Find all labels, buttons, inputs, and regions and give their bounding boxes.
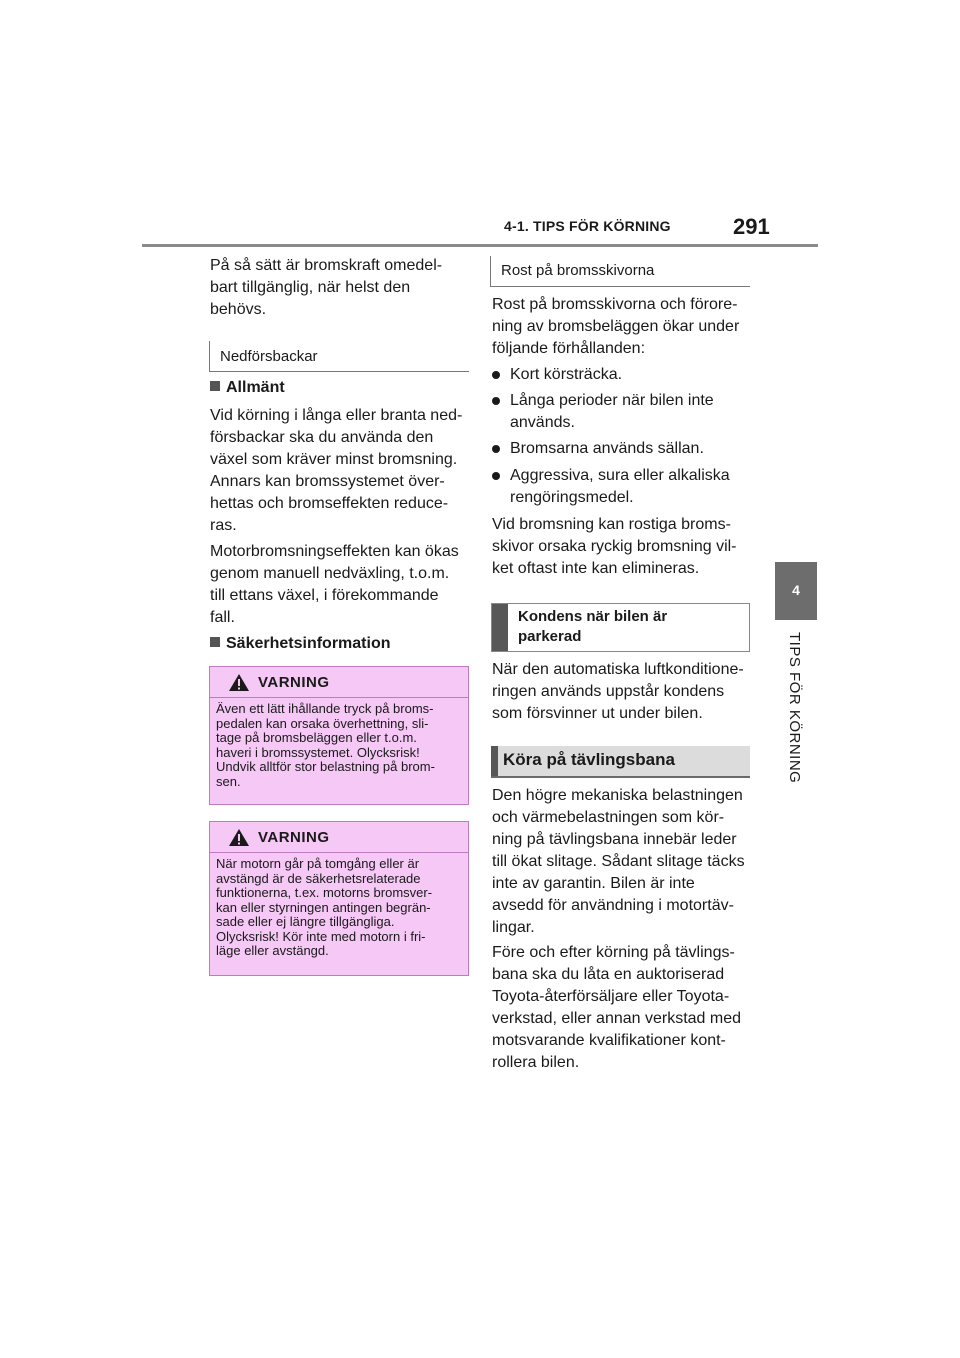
heading-general-label: Allmänt — [226, 379, 285, 396]
text-line: Den högre mekaniska belastningen — [492, 787, 743, 804]
text-line: Olycksrisk! Kör inte med motorn i fri- — [216, 928, 426, 944]
text-line: Toyota-återförsäljare eller Toyota- — [492, 988, 730, 1005]
heading-safety-label: Säkerhetsinformation — [226, 635, 391, 652]
text-line: fall. — [210, 609, 235, 626]
track-paragraph-1 — [492, 785, 750, 939]
text-line: bana ska du låta en auktoriserad — [492, 966, 725, 983]
text-line: sen. — [216, 773, 241, 789]
subheader-downhill — [209, 341, 469, 372]
condensation-heading — [518, 607, 746, 647]
subheader-rust — [490, 256, 750, 287]
bullet-dot-icon — [492, 445, 500, 453]
bullet-dot-icon — [492, 472, 500, 480]
text-line: används. — [510, 414, 575, 431]
square-bullet-icon — [210, 381, 220, 391]
warning-text — [210, 853, 468, 965]
condensation-paragraph — [492, 659, 750, 725]
section-title: 4-1. TIPS FÖR KÖRNING — [504, 218, 671, 234]
text-line: läge eller avstängd. — [216, 943, 329, 958]
text-line: genom manuell nedväxling, t.o.m. — [210, 565, 450, 582]
text-line: behövs. — [210, 301, 267, 318]
condensation-heading-box — [491, 603, 750, 652]
text-line: Annars kan bromssystemet över- — [210, 473, 445, 490]
track-heading-box — [491, 746, 750, 778]
text-line: Motorbromsningseffekten kan ökas — [210, 543, 459, 560]
list-item-text — [510, 465, 742, 509]
text-line: Kort körsträcka. — [510, 366, 623, 383]
text-line: till ökat slitage. Sådant slitage täcks — [492, 853, 745, 870]
track-heading: Köra på tävlingsbana — [503, 750, 675, 769]
list-item-text — [510, 390, 742, 434]
text-line: inte av garantin. Bilen är inte — [492, 875, 695, 892]
text-line: rollera bilen. — [492, 1054, 580, 1071]
warning-header — [210, 822, 468, 853]
list-item-text — [510, 438, 742, 460]
warning-triangle-icon — [228, 828, 250, 847]
text-line: ning av bromsbeläggen ökar under — [492, 318, 740, 335]
warning-box-engine-off — [209, 821, 469, 976]
text-line: haveri i bromssystemet. Olycksrisk! — [216, 744, 420, 760]
intro-paragraph — [210, 255, 468, 321]
warning-triangle-icon — [228, 673, 250, 692]
text-line: Undvik alltför stor belastning på brom- — [216, 759, 435, 774]
text-line: ringen används uppstår kondens — [492, 683, 725, 700]
warning-header — [210, 667, 468, 698]
text-line: som försvinner ut under bilen. — [492, 705, 703, 722]
engine-brake-paragraph — [210, 541, 468, 629]
text-line: skivor orsaka ryckig bromsning vil- — [492, 538, 737, 555]
text-line: hettas och bromseffekten reduce- — [210, 495, 449, 512]
text-line: växel som kräver minst bromsning. — [210, 451, 458, 468]
text-line: försbackar ska du använda den — [210, 429, 434, 446]
warning-text — [210, 698, 468, 795]
warning-box-brake-pedal — [209, 666, 469, 805]
text-line: Kondens när bilen är — [518, 608, 668, 625]
chapter-number: 4 — [792, 582, 800, 598]
text-line: När den automatiska luftkonditione- — [492, 661, 744, 678]
heading-accent-bar — [491, 746, 498, 776]
text-line: avsedd för användning i motortäv- — [492, 897, 734, 914]
square-bullet-icon — [210, 637, 220, 647]
text-line: tage på bromsbeläggen eller t.o.m. — [216, 730, 417, 745]
text-line: verkstad, eller annan verkstad med — [492, 1010, 742, 1027]
track-paragraph-2 — [492, 942, 750, 1074]
heading-accent-bar — [492, 604, 508, 651]
warning-label: VARNING — [258, 829, 330, 846]
page-number: 291 — [733, 214, 770, 239]
text-line: Före och efter körning på tävlings- — [492, 944, 735, 961]
text-line: kan eller styrningen antingen begrän- — [216, 899, 431, 915]
text-line: ket oftast inte kan elimineras. — [492, 560, 700, 577]
text-line: motsvarande kvalifikationer kont- — [492, 1032, 726, 1049]
heading-safety — [210, 635, 390, 653]
text-line: avstängd är de säkerhetsrelaterade — [216, 870, 421, 886]
text-line: funktionerna, t.ex. motorns bromsver- — [216, 885, 433, 900]
text-line: Bromsarna används sällan. — [510, 440, 704, 457]
subheader-rust-label: Rost på bromsskivorna — [501, 262, 655, 279]
bullet-dot-icon — [492, 397, 500, 405]
text-line: ning på tävlingsbana innebär leder — [492, 831, 737, 848]
general-paragraph — [210, 405, 468, 537]
text-line: Även ett lätt ihållande tryck på broms- — [216, 701, 434, 716]
text-line: sade eller ej längre tillgängliga. — [216, 914, 395, 929]
subheader-downhill-label: Nedförsbackar — [220, 348, 318, 365]
list-item-text — [510, 364, 742, 386]
rust-intro-paragraph — [492, 294, 750, 360]
text-line: rengöringsmedel. — [510, 489, 634, 506]
text-line: Vid bromsning kan rostiga broms- — [492, 516, 731, 533]
chapter-label: TIPS FÖR KÖRNING — [786, 632, 803, 784]
header-rule — [142, 244, 818, 247]
text-line: ras. — [210, 517, 237, 534]
text-line: På så sätt är bromskraft omedel- — [210, 257, 443, 274]
warning-label: VARNING — [258, 674, 330, 691]
rust-outro-paragraph — [492, 514, 750, 580]
text-line: lingar. — [492, 919, 535, 936]
bullet-dot-icon — [492, 371, 500, 379]
text-line: När motorn går på tomgång eller är — [216, 856, 420, 871]
text-line: följande förhållanden: — [492, 340, 646, 357]
text-line: och värmebelastningen som kör- — [492, 809, 725, 826]
text-line: bart tillgänglig, när helst den — [210, 279, 411, 296]
chapter-tab — [775, 562, 817, 620]
text-line: Långa perioder när bilen inte — [510, 392, 714, 409]
text-line: pedalen kan orsaka överhettning, sli- — [216, 715, 429, 731]
text-line: parkerad — [518, 628, 582, 645]
text-line: Vid körning i långa eller branta ned- — [210, 407, 463, 424]
text-line: Aggressiva, sura eller alkaliska — [510, 467, 730, 484]
text-line: till ettans växel, i förekommande — [210, 587, 439, 604]
heading-general — [210, 379, 285, 397]
text-line: Rost på bromsskivorna och förore- — [492, 296, 738, 313]
